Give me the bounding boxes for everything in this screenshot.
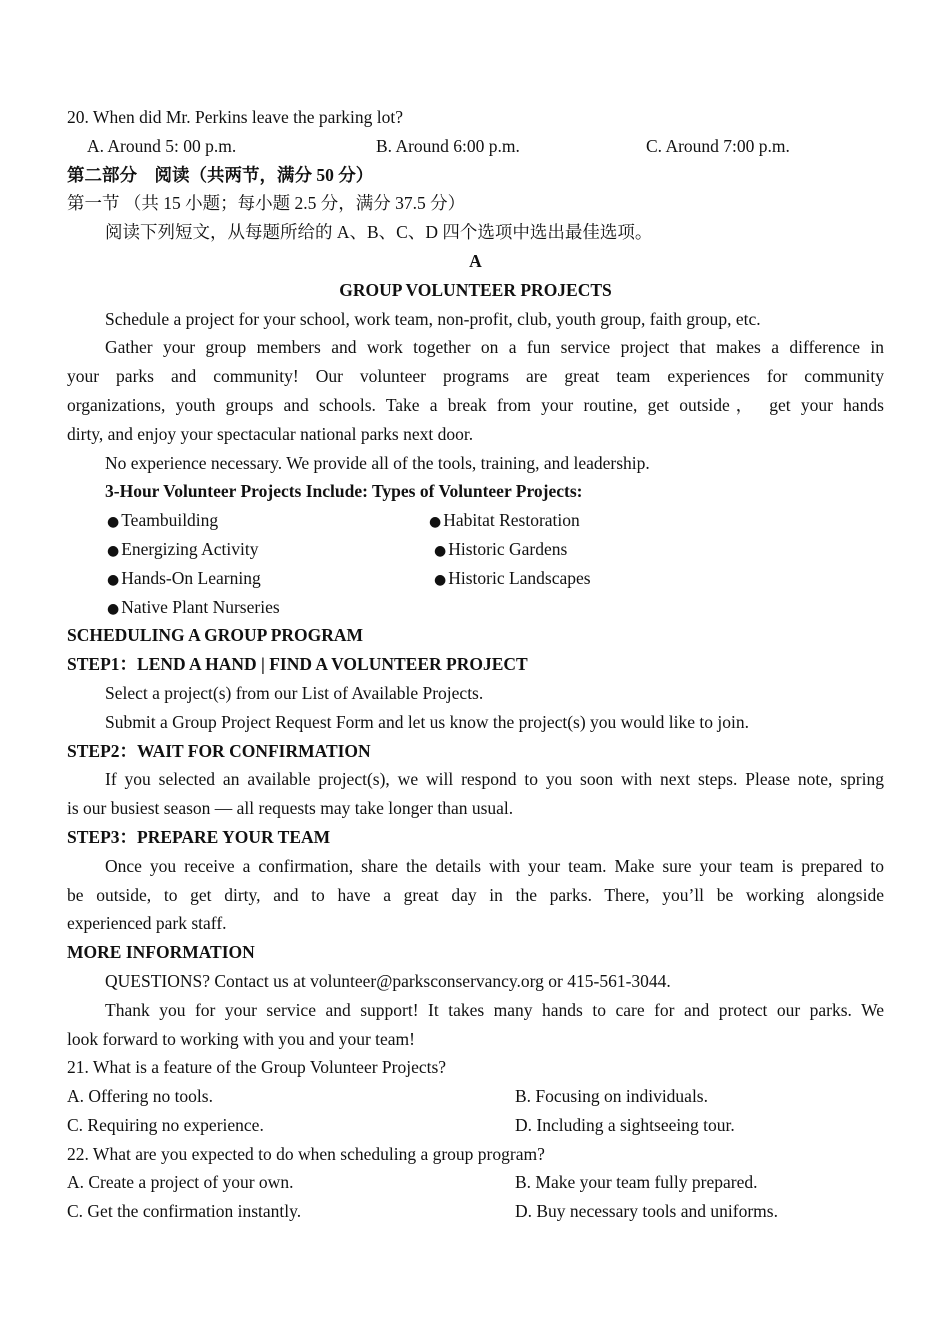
step2-heading: STEP2：WAIT FOR CONFIRMATION xyxy=(67,740,371,761)
option-b: B. Make your team fully prepared. xyxy=(515,1172,758,1193)
question-21-options-row-1 xyxy=(67,1082,884,1111)
bullet-icon: ● xyxy=(434,571,447,588)
question-20: 20. When did Mr. Perkins leave the parking lot? xyxy=(67,107,403,127)
bullet-icon: ● xyxy=(429,514,442,531)
bullet-icon: ● xyxy=(107,514,120,531)
list-item: ● Hands-On Learning xyxy=(107,567,261,588)
list-item: ● Historic Gardens xyxy=(434,538,568,559)
step3-heading: STEP3：PREPARE YOUR TEAM xyxy=(67,826,331,847)
list-item: ● Historic Landscapes xyxy=(434,567,591,588)
bullet-row-3 xyxy=(67,564,884,593)
question-22: 22. What are you expected to do when scheduling a group program? xyxy=(67,1143,545,1164)
option-a: A. Offering no tools. xyxy=(67,1086,213,1107)
bullet-row-1 xyxy=(67,506,884,535)
bullet-row-4 xyxy=(67,593,884,622)
option-d: D. Buy necessary tools and uniforms. xyxy=(515,1201,778,1222)
bullet-icon: ● xyxy=(107,600,120,617)
question-20-options xyxy=(67,132,884,161)
step3-line-2: be outside, to get dirty, and to have a great day in the parks. There, you’ll be working alongside xyxy=(67,884,884,905)
option-c: C. Get the confirmation instantly. xyxy=(67,1201,302,1222)
passage-title: GROUP VOLUNTEER PROJECTS xyxy=(339,279,612,300)
more-info-heading: MORE INFORMATION xyxy=(67,942,255,963)
thanks-line-2: look forward to working with you and your team! xyxy=(67,1028,415,1049)
step3-line-1: Once you receive a confirmation, share the details with your team. Make sure your team is prepared to xyxy=(105,855,884,876)
step2-line-2: is our busiest season — all requests may take longer than usual. xyxy=(67,798,514,819)
step1-heading: STEP1：LEND A HAND | FIND A VOLUNTEER PROJECT xyxy=(67,654,528,675)
option-a: A. Create a project of your own. xyxy=(67,1172,294,1193)
bullet-icon: ● xyxy=(107,542,120,559)
list-item: ● Native Plant Nurseries xyxy=(107,596,280,617)
bullet-icon: ● xyxy=(107,571,120,588)
thanks-line-1: Thank you for your service and support! It takes many hands to care for and protect our parks. We xyxy=(105,999,884,1020)
option-d: D. Including a sightseeing tour. xyxy=(515,1114,735,1135)
contact-line: QUESTIONS? Contact us at volunteer@parksconservancy.org or 415-561-3044. xyxy=(105,970,671,991)
bullet-icon: ● xyxy=(434,542,447,559)
list-item: ● Habitat Restoration xyxy=(429,510,580,531)
option-a: A. Around 5: 00 p.m. xyxy=(87,135,237,156)
option-c: C. Around 7:00 p.m. xyxy=(646,135,790,156)
passage-letter: A xyxy=(469,250,482,271)
section-part-1: 第一节 （共 15 小题；每小题 2.5 分，满分 37.5 分） xyxy=(67,193,466,214)
paragraph-2-line-3: organizations, youth groups and schools. Take a break from your routine, get outside， get your hands xyxy=(67,394,884,415)
step2-line-1: If you selected an available project(s), we will respond to you soon with next steps. Please note, spring xyxy=(105,769,884,790)
question-22-options-row-2 xyxy=(67,1197,884,1226)
question-21-options-row-2 xyxy=(67,1111,884,1140)
step1-line-2: Submit a Group Project Request Form and let us know the project(s) you would like to join. xyxy=(105,711,750,732)
paragraph-1: Schedule a project for your school, work team, non-profit, club, youth group, faith group, etc. xyxy=(105,308,761,329)
option-c: C. Requiring no experience. xyxy=(67,1114,264,1135)
list-item: ● Teambuilding xyxy=(107,510,219,531)
step3-line-3: experienced park staff. xyxy=(67,913,227,934)
scheduling-heading: SCHEDULING A GROUP PROGRAM xyxy=(67,625,364,646)
option-b: B. Around 6:00 p.m. xyxy=(376,135,520,156)
paragraph-2-line-2: your parks and community! Our volunteer programs are great team experiences for community xyxy=(67,366,884,387)
section-title: 第二部分 阅读（共两节，满分 50 分） xyxy=(67,164,374,185)
list-item: ● Energizing Activity xyxy=(107,538,259,559)
question-22-options-row-1 xyxy=(67,1168,884,1197)
paragraph-2-line-4: dirty, and enjoy your spectacular national parks next door. xyxy=(67,423,474,444)
option-b: B. Focusing on individuals. xyxy=(515,1086,708,1107)
step1-line-1: Select a project(s) from our List of Available Projects. xyxy=(105,682,484,703)
list-header: 3-Hour Volunteer Projects Include: Types of Volunteer Projects: xyxy=(105,481,583,502)
question-21: 21. What is a feature of the Group Volunteer Projects? xyxy=(67,1057,447,1078)
bullet-row-2 xyxy=(67,535,884,564)
paragraph-3: No experience necessary. We provide all of the tools, training, and leadership. xyxy=(105,452,650,473)
paragraph-2-line-1: Gather your group members and work together on a fun service project that makes a difference in xyxy=(105,337,884,358)
exam-page xyxy=(67,103,884,1226)
section-instruction: 阅读下列短文，从每题所给的 A、B、C、D 四个选项中选出最佳选项。 xyxy=(105,222,653,243)
